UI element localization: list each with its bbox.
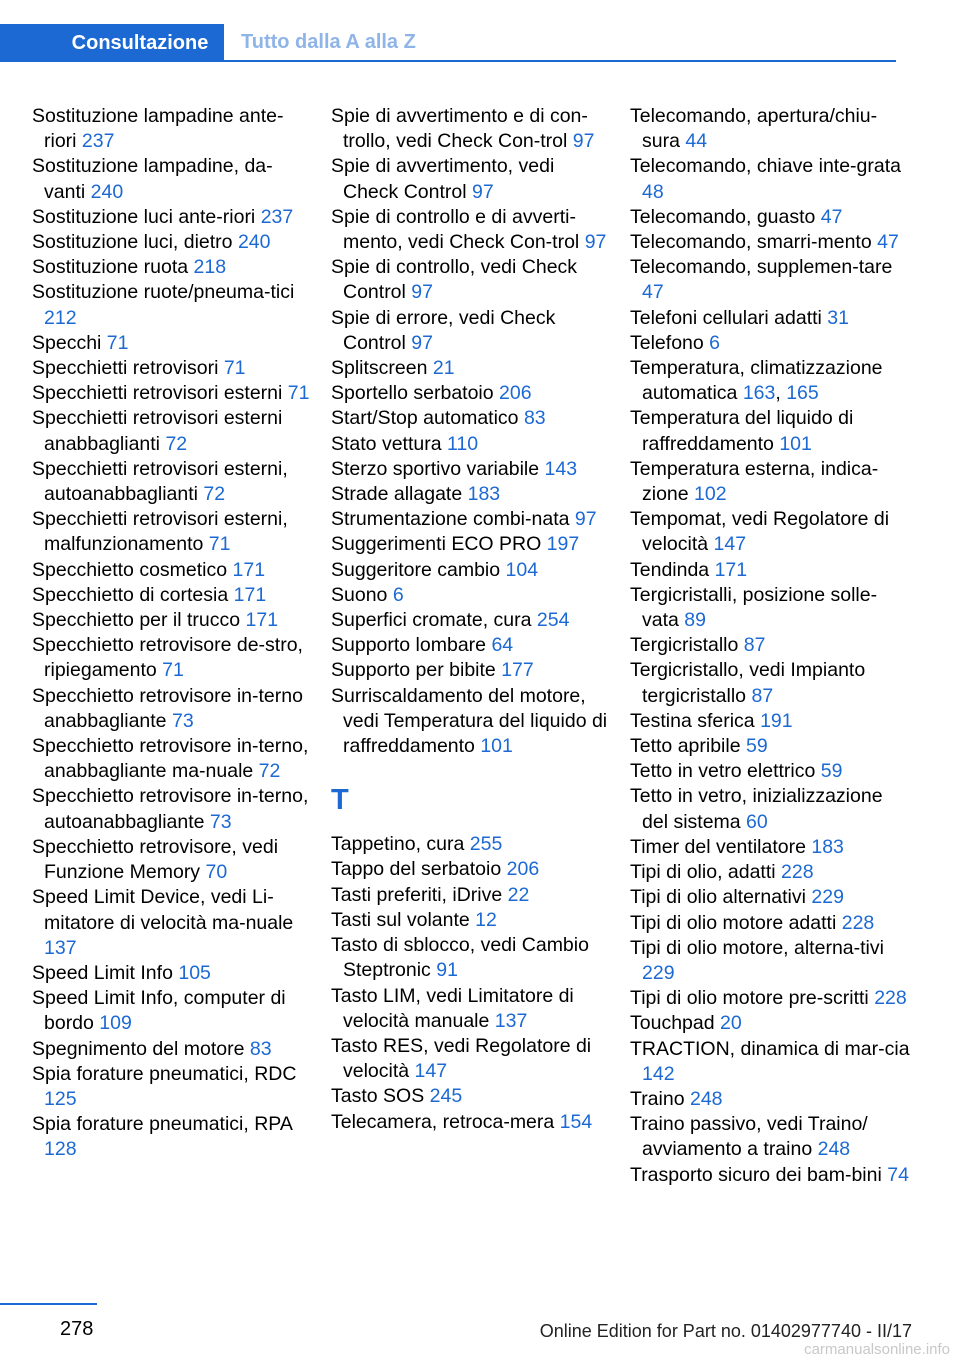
index-entry-text: Sostituzione luci, dietro: [32, 231, 233, 254]
index-entry-text: Telecomando, apertura/chiu-sura: [630, 105, 878, 153]
index-entry: [32, 684, 312, 734]
header-bar: [0, 0, 960, 62]
footer-divider: [0, 1303, 97, 1305]
index-entry: [630, 457, 910, 507]
page-link[interactable]: 83: [249, 1037, 272, 1060]
index-entry-text: Spie di errore, vedi Check Control: [331, 306, 556, 354]
index-entry-text: Splitscreen: [331, 357, 428, 380]
page-link[interactable]: 137: [494, 1009, 528, 1032]
page-link[interactable]: 48: [642, 180, 664, 203]
index-entry: [331, 205, 611, 255]
index-entry: [32, 633, 312, 683]
page-link[interactable]: 206: [499, 382, 532, 405]
index-entry-text: Timer del ventilatore: [630, 835, 806, 858]
page-link[interactable]: 237: [81, 130, 115, 153]
index-entry-text: Touchpad: [630, 1012, 715, 1035]
index-entry: [32, 154, 312, 204]
index-entry-text: Tergicristallo, vedi Impianto tergicristallo: [630, 659, 866, 707]
page-link[interactable]: 97: [572, 130, 595, 153]
index-entry-text: Specchietti retrovisori esterni: [32, 382, 283, 405]
index-entry-text: Spie di controllo e di avverti-mento, vedi Check Con-trol: [331, 205, 580, 254]
page-link[interactable]: 109: [99, 1012, 132, 1035]
index-entry-text: Temperatura del liquido di raffreddamento: [630, 407, 854, 455]
index-entry-text: Suono: [331, 583, 388, 606]
index-entry: [331, 432, 611, 457]
index-entry: [32, 608, 312, 633]
index-entry-text: Tergicristalli, posizione solle-vata: [630, 583, 878, 632]
index-entry: [32, 1037, 312, 1062]
page-link[interactable]: 142: [642, 1062, 675, 1085]
index-entry-text: Specchietto retrovisore in-terno anabbagliante: [32, 684, 303, 732]
index-entry: [331, 507, 611, 532]
index-entry: [630, 406, 910, 456]
page-link[interactable]: 60: [746, 810, 768, 833]
page-link[interactable]: 97: [471, 180, 494, 203]
index-entry: [630, 1087, 910, 1112]
index-column-2: [331, 104, 611, 1135]
index-entry-text: Sterzo sportivo variabile: [331, 457, 540, 480]
index-entry-text: Sostituzione ruota: [32, 256, 189, 279]
index-entry: [32, 230, 312, 255]
index-entry-text: Telecamera, retroca-mera: [331, 1110, 555, 1133]
index-entry: [630, 205, 910, 230]
page-link[interactable]: 73: [171, 709, 194, 732]
page-link[interactable]: 237: [260, 205, 294, 228]
page-link[interactable]: 59: [820, 760, 843, 783]
index-entry-text: Telecomando, smarri-mento: [630, 231, 872, 254]
page-link[interactable]: 44: [685, 130, 708, 153]
tab-consultazione[interactable]: Consultazione: [0, 24, 224, 62]
index-entry: [630, 306, 910, 331]
page-link[interactable]: 102: [694, 483, 727, 506]
page-link[interactable]: 229: [811, 886, 844, 909]
page-link[interactable]: 59: [746, 735, 768, 758]
index-entry: [630, 255, 910, 305]
page-link[interactable]: 171: [714, 558, 748, 581]
page-link[interactable]: 72: [165, 432, 188, 455]
page-link[interactable]: 97: [574, 508, 597, 531]
index-entry-text: Tergicristallo: [630, 634, 739, 657]
index-entry: [630, 658, 910, 708]
index-entry: [630, 1112, 910, 1162]
index-entry-text: Traino passivo, vedi Traino/ avviamento a traino: [630, 1113, 868, 1161]
index-entry: [331, 1034, 611, 1084]
page-link[interactable]: 240: [237, 231, 271, 254]
index-entry: [331, 857, 611, 882]
page-link[interactable]: 87: [751, 684, 774, 707]
watermark: carmanualsonline.info: [804, 1341, 950, 1358]
index-entry-text: Sportello serbatoio: [331, 382, 494, 405]
index-entry-text: Tendinda: [630, 558, 710, 581]
index-entry: [331, 406, 611, 431]
index-entry: [630, 104, 910, 154]
tab-tutto-dalla-a-alla-z[interactable]: Tutto dalla A alla Z: [241, 30, 416, 53]
page-link[interactable]: 70: [205, 861, 228, 884]
page-link[interactable]: 6: [709, 331, 721, 354]
index-column-3: [630, 104, 910, 1188]
page-link[interactable]: 183: [467, 483, 501, 506]
index-entry: [630, 885, 910, 910]
index-entry-text: Specchietti retrovisori esterni, autoanabbaglianti: [32, 457, 288, 506]
index-entry-text: Tipi di olio motore pre-scritti: [630, 987, 869, 1010]
index-entry: [630, 734, 910, 759]
index-entry: [331, 532, 611, 557]
index-entry: [331, 381, 611, 406]
index-entry: [630, 558, 910, 583]
index-entry: [32, 734, 312, 784]
index-entry-text: Telefoni cellulari adatti: [630, 306, 822, 329]
index-entry: [630, 911, 910, 936]
index-entry-text: Supporto per bibite: [331, 659, 496, 682]
index-entry: [331, 482, 611, 507]
index-entry-text: Specchietti retrovisori esterni, malfunzionamento: [32, 508, 288, 556]
index-entry-text: Specchietto retrovisore in-terno, autoanabbagliante: [32, 785, 309, 833]
page-link[interactable]: 240: [90, 180, 124, 203]
page-link[interactable]: 22: [507, 883, 530, 906]
page-link[interactable]: 20: [720, 1012, 742, 1035]
index-column-1: [32, 104, 312, 1163]
index-entry-text: Strumentazione combi-nata: [331, 508, 570, 531]
page-link[interactable]: 83: [523, 407, 546, 430]
index-entry-text: Tetto apribile: [630, 735, 741, 758]
index-entry: [331, 306, 611, 356]
index-entry: [331, 154, 611, 204]
index-entry-text: Telecomando, guasto: [630, 205, 816, 228]
index-entry-text: Temperatura esterna, indica-zione: [630, 457, 879, 506]
index-entry-text: Spie di avvertimento e di con-trollo, vedi Check Con-trol: [331, 105, 588, 153]
index-entry-text: Tasto di sblocco, vedi Cambio Steptronic: [331, 934, 589, 982]
index-entry-text: Specchietto di cortesia: [32, 583, 229, 606]
section-letter: T: [331, 784, 349, 817]
index-entry: [32, 1062, 312, 1112]
page-link[interactable]: 255: [469, 833, 503, 856]
index-entry: [331, 1110, 611, 1135]
index-entry-text: Traino: [630, 1087, 685, 1110]
page-link[interactable]: 147: [713, 533, 747, 556]
page-link[interactable]: 128: [44, 1138, 77, 1161]
index-entry-text: Tappo del serbatoio: [331, 858, 502, 881]
index-entry: [630, 784, 910, 834]
page-link[interactable]: 228: [781, 861, 814, 884]
page-link[interactable]: 71: [223, 357, 246, 380]
index-entry-text: Spia forature pneumatici, RDC: [32, 1062, 297, 1085]
index-entry-text: Sostituzione lampadine ante-riori: [32, 105, 284, 153]
index-entry: [630, 507, 910, 557]
index-entry-text: Spegnimento del motore: [32, 1037, 245, 1060]
index-entry: [331, 457, 611, 482]
index-entry-text: Tasto SOS: [331, 1085, 425, 1108]
index-entry-text: TRACTION, dinamica di mar-cia: [630, 1037, 910, 1060]
page-link[interactable]: 228: [874, 987, 907, 1010]
index-entry-text: Tasto LIM, vedi Limitatore di velocità manuale: [331, 984, 574, 1032]
page-link[interactable]: 97: [411, 281, 433, 304]
index-entry-text: Testina sferica: [630, 709, 755, 732]
page-link[interactable]: 212: [44, 306, 77, 329]
index-entry: [630, 986, 910, 1011]
index-entry-text: Supporto lombare: [331, 634, 487, 657]
index-entry-text: Suggeritore cambio: [331, 558, 501, 581]
index-entry-text: Spia forature pneumatici, RPA: [32, 1113, 292, 1136]
index-entry: [32, 331, 312, 356]
page-link[interactable]: 228: [841, 911, 875, 934]
page-link[interactable]: 171: [233, 583, 267, 606]
index-entry-text: Sostituzione ruote/pneuma-tici: [32, 281, 295, 304]
page-link[interactable]: 91: [436, 959, 458, 982]
index-entry: [630, 709, 910, 734]
index-entry-text: Tipi di olio motore, alterna-tivi: [630, 936, 884, 959]
index-entry-text: Speed Limit Info, computer di bordo: [32, 987, 286, 1035]
index-entry: [630, 583, 910, 633]
index-entry-text: Sostituzione lampadine, da-vanti: [32, 155, 273, 203]
index-entry: [630, 936, 910, 986]
page-link[interactable]: 31: [827, 306, 849, 329]
index-entry: [32, 457, 312, 507]
page-link[interactable]: 137: [44, 936, 77, 959]
page-link[interactable]: 47: [820, 205, 843, 228]
index-entry: [331, 583, 611, 608]
page-link[interactable]: 154: [559, 1110, 593, 1133]
index-entry: [32, 104, 312, 154]
index-entry: [331, 1084, 611, 1109]
index-entry: [630, 1011, 910, 1036]
index-entry-text: Strade allagate: [331, 483, 463, 506]
index-entry: [32, 558, 312, 583]
header-divider: [0, 60, 896, 62]
index-entry-text: Stato vettura: [331, 432, 442, 455]
page-link[interactable]: 97: [411, 331, 433, 354]
index-entry-text: Telecomando, chiave inte-grata: [630, 155, 901, 178]
index-entry: [331, 984, 611, 1034]
index-entry: [630, 835, 910, 860]
index-entry: [331, 832, 611, 857]
index-entry-text: Specchietto retrovisore, vedi Funzione Memory: [32, 835, 279, 884]
index-entry: [630, 230, 910, 255]
page-link[interactable]: 183: [811, 835, 844, 858]
index-entry-text: Trasporto sicuro dei bam-bini: [630, 1163, 882, 1186]
index-entry-text: Specchietto cosmetico: [32, 558, 228, 581]
index-entry-text: Specchietto per il trucco: [32, 609, 241, 632]
page-link[interactable]: 74: [887, 1163, 909, 1186]
index-entry-text: Tasti sul volante: [331, 908, 470, 931]
page-link[interactable]: 165: [786, 382, 819, 405]
index-entry: [32, 381, 312, 406]
page-link[interactable]: 177: [501, 659, 534, 682]
index-entry-text: Temperatura, climatizzazione automatica: [630, 357, 883, 405]
index-entry-text: Specchietto retrovisore de-stro, ripiegamento: [32, 634, 303, 682]
index-entry-text: Suggerimenti ECO PRO: [331, 533, 542, 556]
index-entry-text: Spie di avvertimento, vedi Check Control: [331, 155, 555, 203]
index-entry: [331, 558, 611, 583]
index-entry-text: Telecomando, supplemen-tare: [630, 256, 893, 279]
index-entry-text: Speed Limit Info: [32, 961, 173, 984]
index-entry: Temperatura, climatizzazione automatica 163, 165: [630, 357, 883, 405]
page-link[interactable]: 72: [258, 760, 281, 783]
page-link[interactable]: 47: [877, 231, 899, 254]
index-entry-text: Tempomat, vedi Regolatore di velocità: [630, 508, 890, 556]
index-entry-text: Tasto RES, vedi Regolatore di velocità: [331, 1034, 592, 1083]
page-number: 278: [60, 1318, 94, 1340]
page-link[interactable]: 89: [684, 609, 706, 632]
page-link[interactable]: 248: [817, 1138, 851, 1161]
index-entry: [630, 759, 910, 784]
index-entry: [32, 835, 312, 885]
index-entry: [32, 280, 312, 330]
page-link[interactable]: 101: [480, 735, 513, 758]
index-entry: [331, 356, 611, 381]
index-entry: [32, 205, 312, 230]
index-entry-text: Tipi di olio motore adatti: [630, 911, 837, 934]
page-link[interactable]: 206: [506, 858, 540, 881]
index-entry: [630, 633, 910, 658]
page-link[interactable]: 143: [544, 457, 578, 480]
index-entry: [630, 1037, 910, 1087]
index-entry-text: Specchietti retrovisori: [32, 357, 219, 380]
page-link[interactable]: 245: [429, 1085, 463, 1108]
index-entry: [331, 104, 611, 154]
page-link[interactable]: 73: [209, 810, 232, 833]
page-link[interactable]: 105: [178, 961, 211, 984]
index-entry: [32, 406, 312, 456]
page-link[interactable]: 97: [584, 231, 607, 254]
index-entry-text: Speed Limit Device, vedi Li-mitatore di velocità ma-nuale: [32, 886, 294, 934]
page-link[interactable]: 71: [106, 331, 129, 354]
index-entry: [32, 885, 312, 961]
page-link[interactable]: 191: [760, 709, 793, 732]
page-link[interactable]: 71: [208, 533, 231, 556]
page-link[interactable]: 104: [505, 558, 539, 581]
index-entry-text: Superfici cromate, cura: [331, 609, 532, 632]
index-entry: [32, 961, 312, 986]
index-entry: [331, 633, 611, 658]
page-link[interactable]: 101: [779, 432, 812, 455]
index-entry-text: Specchietti retrovisori esterni anabbaglianti: [32, 407, 283, 455]
index-entry-text: Specchi: [32, 331, 102, 354]
index-entry: [32, 1112, 312, 1162]
index-entry-text: Specchietto retrovisore in-terno, anabbagliante ma-nuale: [32, 735, 309, 783]
index-entry: [331, 608, 611, 633]
index-entry-text: Surriscaldamento del motore, vedi Temperatura del liquido di raffreddamento: [331, 684, 608, 758]
page-link[interactable]: 12: [475, 908, 497, 931]
page-link[interactable]: 171: [232, 558, 266, 581]
page-link[interactable]: 6: [392, 583, 404, 606]
page-link[interactable]: 72: [203, 483, 226, 506]
index-entry: [630, 154, 910, 204]
index-entry: [331, 908, 611, 933]
index-entry: [32, 255, 312, 280]
index-entry: [331, 658, 611, 683]
page-link[interactable]: 71: [287, 382, 310, 405]
index-entry-text: Sostituzione luci ante-riori: [32, 205, 256, 228]
index-entry-text: Tetto in vetro elettrico: [630, 760, 816, 783]
edition-info: Online Edition for Part no. 01402977740 - II/17: [539, 1321, 912, 1341]
page-link[interactable]: 171: [245, 609, 279, 632]
index-entry-text: Tipi di olio, adatti: [630, 861, 776, 884]
page-link[interactable]: 64: [491, 634, 514, 657]
index-entry-text: Spie di controllo, vedi Check Control: [331, 256, 578, 304]
index-entry: [630, 860, 910, 885]
page-link[interactable]: 47: [642, 281, 664, 304]
page-link[interactable]: 21: [432, 357, 455, 380]
page-link[interactable]: 125: [44, 1087, 77, 1110]
index-entry: [32, 784, 312, 834]
index-entry-text: Tetto in vetro, inizializzazione del sistema: [630, 785, 883, 833]
index-entry: [331, 684, 611, 760]
index-entry: [32, 356, 312, 381]
index-entry-text: Tipi di olio alternativi: [630, 886, 806, 909]
index-entry: [32, 507, 312, 557]
page-link[interactable]: 254: [536, 609, 570, 632]
index-entry: [331, 255, 611, 305]
page-link[interactable]: 229: [642, 961, 675, 984]
index-entry: [32, 986, 312, 1036]
page-link[interactable]: 87: [743, 634, 766, 657]
index-entry: [331, 933, 611, 983]
index-entry-text: Tappetino, cura: [331, 833, 465, 856]
page-link[interactable]: 110: [447, 432, 479, 455]
page-link[interactable]: 163: [742, 382, 776, 405]
page-link[interactable]: 71: [162, 659, 184, 682]
index-entry-text: Tasti preferiti, iDrive: [331, 883, 503, 906]
index-entry: [630, 1163, 910, 1188]
page-link[interactable]: 218: [193, 256, 227, 279]
index-entry-text: Telefono: [630, 331, 704, 354]
index-entry: [32, 583, 312, 608]
page-link[interactable]: 197: [546, 533, 580, 556]
page-link[interactable]: 248: [689, 1087, 723, 1110]
index-entry: [331, 883, 611, 908]
page-link[interactable]: 147: [414, 1060, 448, 1083]
index-entry-text: Start/Stop automatico: [331, 407, 519, 430]
index-entry: [630, 331, 910, 356]
